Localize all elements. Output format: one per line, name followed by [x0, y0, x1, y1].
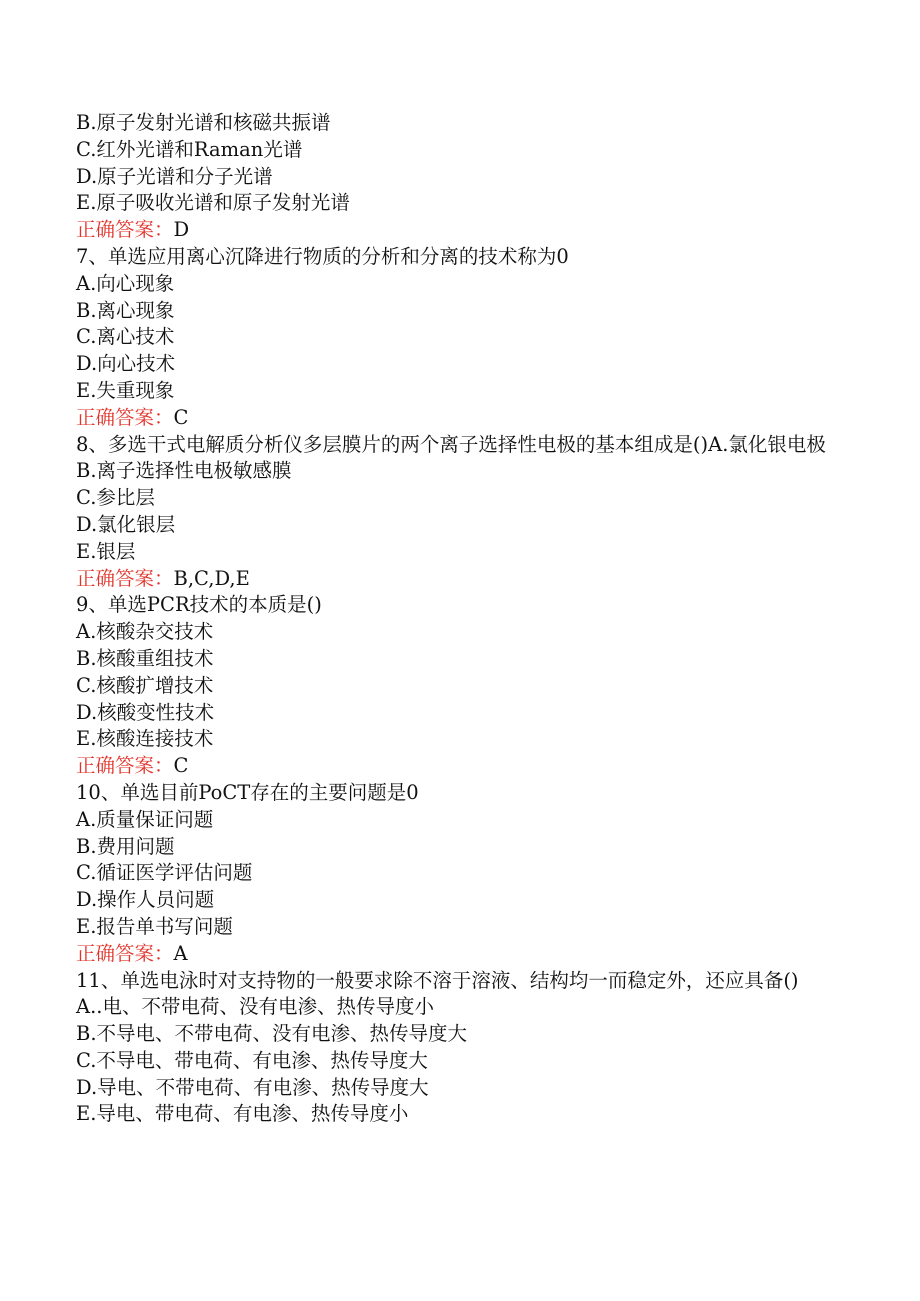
option-e: E.失重现象	[76, 378, 175, 402]
question-stem: 9、单选PCR技术的本质是()	[76, 593, 322, 617]
answer-value: C	[173, 754, 189, 778]
option-b: B.费用问题	[76, 834, 175, 858]
question-stem: 10、单选目前PoCT存在的主要问题是0	[76, 780, 419, 804]
question-stem: 7、单选应用离心沉降进行物质的分析和分离的技术称为0	[76, 244, 569, 268]
answer-value: A	[173, 941, 188, 965]
option-d: D.向心技术	[76, 352, 176, 376]
answer-value: D	[173, 218, 190, 242]
option-a: A..电、不带电荷、没有电渗、热传导度小	[76, 995, 434, 1019]
option-d: D.导电、不带电荷、有电渗、热传导度大	[76, 1075, 429, 1099]
option-a: A.质量保证问题	[76, 807, 214, 831]
option-d: D.操作人员问题	[76, 888, 215, 912]
answer-label: 正确答案：	[76, 754, 174, 778]
question-11	[76, 968, 836, 1129]
question-7	[76, 244, 836, 432]
answer-label: 正确答案：	[76, 566, 174, 590]
option-c: C.不导电、带电荷、有电渗、热传导度大	[76, 1048, 428, 1072]
question-6-tail	[76, 110, 836, 244]
question-stem: 11、单选电泳时对支持物的一般要求除不溶于溶液、结构均一而稳定外，还应具备()	[76, 968, 799, 992]
answer-label: 正确答案：	[76, 405, 174, 429]
option-b: B.不导电、不带电荷、没有电渗、热传导度大	[76, 1022, 468, 1046]
option-c: C.核酸扩增技术	[76, 673, 214, 697]
question-stem: 8、多选干式电解质分析仪多层膜片的两个离子选择性电极的基本组成是()A.氯化银电极	[76, 432, 826, 456]
option-d: D.氯化银层	[76, 512, 176, 536]
question-9	[76, 592, 836, 780]
document-page	[76, 110, 836, 1128]
answer-line	[76, 405, 836, 432]
question-8	[76, 432, 836, 593]
option-b: B.原子发射光谱和核磁共振谱	[76, 111, 331, 134]
answer-line	[76, 753, 836, 780]
option-a: A.核酸杂交技术	[76, 620, 214, 644]
answer-value: C	[173, 405, 189, 429]
option-b: B.核酸重组技术	[76, 646, 214, 670]
answer-line	[76, 941, 836, 968]
option-e: E.报告单书写问题	[76, 914, 233, 938]
option-c: C.离心技术	[76, 325, 175, 349]
option-b: B.离心现象	[76, 298, 175, 322]
option-b: B.离子选择性电极敏感膜	[76, 459, 292, 483]
option-c: C.循证医学评估问题	[76, 861, 253, 885]
option-e: E.银层	[76, 539, 136, 563]
answer-label: 正确答案：	[76, 218, 174, 242]
answer-label: 正确答案：	[76, 941, 174, 965]
question-10	[76, 780, 836, 968]
option-c: C.红外光谱和Raman光谱	[76, 137, 303, 161]
option-e: E.原子吸收光谱和原子发射光谱	[76, 191, 350, 215]
option-d: D.原子光谱和分子光谱	[76, 164, 273, 188]
answer-value: B,C,D,E	[173, 566, 250, 590]
option-d: D.核酸变性技术	[76, 700, 215, 724]
answer-line	[76, 217, 836, 244]
option-e: E.核酸连接技术	[76, 727, 214, 751]
option-e: E.导电、带电荷、有电渗、热传导度小	[76, 1102, 409, 1126]
option-a: A.向心现象	[76, 271, 175, 295]
option-c: C.参比层	[76, 486, 155, 510]
answer-line	[76, 566, 836, 593]
